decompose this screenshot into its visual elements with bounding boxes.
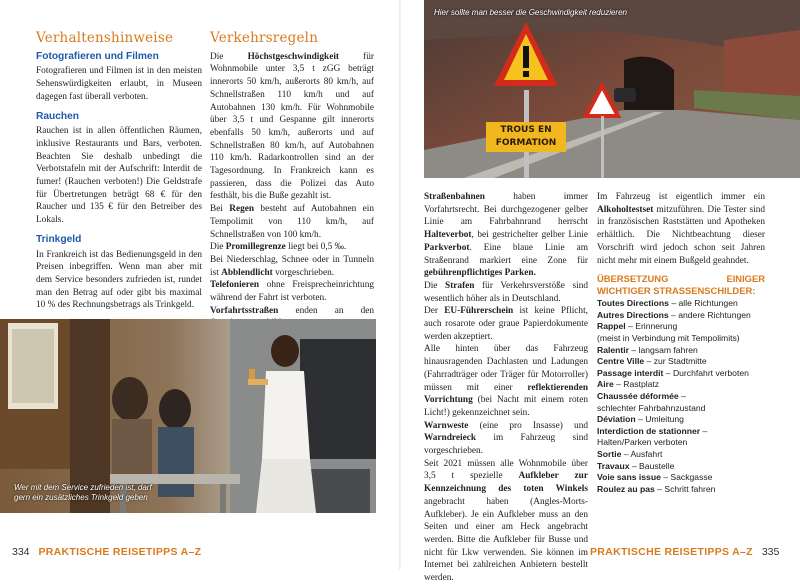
paragraph-stickers: Seit 2021 müssen alle Wohnmobile über 3,5 t spezielle Aufkleber zur Kennzeichnung des toten Winkels angebracht haben (Angles-Morts-Aufkleber). Je ein Aufkleber muss an den Seiten und einer am Heck angebracht werden. Bitte die Aufkleber für Busse und nicht für Lkw verwenden. Sie können im Internet bei zahlreichen Anbietern bestellt werden. <box>424 458 588 584</box>
road-sign-photo <box>424 0 800 178</box>
sign-text-line2: FORMATION <box>495 138 557 148</box>
signs-list <box>597 298 765 495</box>
sign-french-term: Interdiction de stationner <box>597 425 701 436</box>
sign-translation-row <box>597 379 765 391</box>
paragraph-alcotest: Im Fahrzeug ist eigentlich immer ein Alkoholtestset mitzuführen. Die Tester sind in französischen Raststätten und Apotheken erhältlich. Die Nichtbeachtung dieser Vorschrift wird jedoch schon seit Jahren nicht mehr mit einem Bußgeld geahndet. <box>597 192 765 266</box>
sign-translation-row <box>597 426 765 438</box>
paragraph-rauchen: Rauchen ist in allen öffentlichen Räumen, inklusive Restaurants und Bars, verboten. Beachten Sie deshalb unbedingt die Verbotstafeln mit der Aufschrift: Interdit de fumer! (Rauchen verboten!) Die Geldstrafe für Übertretungen beträgt 68 € für den Raucher und 135 € für den Betreiber des Lokals. <box>36 126 202 226</box>
sign-french-term: Toutes Directions <box>597 298 669 309</box>
sign-german-translation: schlechter Fahrbahnzustand <box>597 402 706 413</box>
sign-german-translation: – Umleitung <box>635 414 684 425</box>
footer-label-left: PRAKTISCHE REISETIPPS A–Z <box>38 546 202 558</box>
right-column-2 <box>597 191 765 495</box>
cafe-photo-caption: Wer mit dem Service zufrieden ist, darf gern ein zusätzliches Trinkgeld geben <box>14 483 152 502</box>
left-column-verkehr <box>210 32 374 330</box>
sign-german-translation: – langsam fahren <box>629 344 698 355</box>
sign-translation-row <box>597 356 765 368</box>
right-footer <box>590 546 779 558</box>
sign-french-term: Centre Ville <box>597 356 645 367</box>
subheading-trinkgeld: Trinkgeld <box>36 233 82 245</box>
subheading-foto: Fotografieren und Filmen <box>36 50 159 62</box>
sign-french-term: Roulez au pas <box>597 483 655 494</box>
sign-german-translation: – zur Stadtmitte <box>644 356 707 367</box>
signs-box-title: ÜBERSETZUNG EINIGER WICHTIGER STRASSENSCHILDER: <box>597 273 765 296</box>
sign-translation-row <box>597 403 765 415</box>
sign-german-translation: – <box>700 425 708 436</box>
sign-german-translation: – Erinnerung <box>625 321 678 332</box>
right-column-1 <box>424 191 588 585</box>
sign-translation-row <box>597 391 765 403</box>
paragraph-tram: Straßenbahnen haben immer Vorfahrtsrecht. Bei durchgezogener gelber Linie am Fahrbahnrand herrscht Halteverbot, bei gestrichelter gelber Linie Parkverbot. Eine blaue Linie am Straßenrand markiert eine Zone für gebührenpflichtiges Parken. <box>424 192 588 279</box>
sign-translation-row <box>597 437 765 449</box>
left-footer <box>12 546 201 558</box>
footer-label-right: PRAKTISCHE REISETIPPS A–Z <box>590 546 753 558</box>
sign-translation-row <box>597 472 765 484</box>
road-scene-illustration <box>424 0 800 178</box>
sign-german-translation: – <box>678 390 686 401</box>
sign-translation-row <box>597 321 765 333</box>
sign-translation-row <box>597 310 765 322</box>
sign-french-term: Voie sans issue <box>597 472 661 483</box>
paragraph-fines: Die Strafen für Verkehrsverstöße sind wesentlich höher als in Deutschland. <box>424 280 588 304</box>
sign-german-translation: – Ausfahrt <box>621 448 663 459</box>
sign-translation-row <box>597 368 765 380</box>
subheading-rauchen: Rauchen <box>36 110 80 122</box>
sign-french-term: Travaux <box>597 460 630 471</box>
paragraph-speed: Die Höchstgeschwindigkeit für Wohnmobile unter 3,5 t zGG beträgt innerorts 50 km/h, außerorts 80 km/h, auf Schnellstraßen 110 km/h und auf Autobahnen 130 km/h. Für Wohnmobile über 3,5 t und Gespanne gilt innerorts ebenfalls 50 km/h, außerorts und auf Schnellstraßen 80 km/h, auf Autobahnen 110 km/h. Radarkontrollen sind an der Tagesordnung. In Frankreich kann es passieren, dass die Polizei das Auto festhält, bis die Buße gezahlt ist. <box>210 51 375 202</box>
sign-translation-row <box>597 298 765 310</box>
sign-german-translation: – Schritt fahren <box>654 483 716 494</box>
sign-french-term: Passage interdit <box>597 367 664 378</box>
sign-german-translation: – alle Richtungen <box>668 298 738 309</box>
paragraph-vest: Warnweste (eine pro Insasse) und Warndreieck im Fahrzeug sind vorgeschrieben. <box>424 420 588 457</box>
sign-translation-row <box>597 461 765 473</box>
sign-german-translation: (meist in Verbindung mit Tempolimits) <box>597 333 740 343</box>
left-column-verhalten <box>36 32 202 312</box>
sign-translation-row <box>597 333 765 345</box>
road-photo-caption: Hier sollte man besser die Geschwindigkeit reduzieren <box>434 8 627 17</box>
sign-german-translation: – Rastplatz <box>613 379 660 390</box>
paragraph-foto: Fotografieren und Filmen ist in den meisten Sehenswürdigkeiten erlaubt, in Museen dagegen fast überall verboten. <box>36 66 202 102</box>
paragraph-license: Der EU-Führerschein ist keine Pflicht, auch rosarote oder graue Papierdokumente werden akzeptiert. <box>424 306 588 342</box>
sign-translation-row <box>597 414 765 426</box>
sign-french-term: Rappel <box>597 321 626 332</box>
sign-german-translation: Halten/Parken verboten <box>597 437 688 448</box>
paragraph-alcohol: Die Promillegrenze liegt bei 0,5 ‰. <box>210 242 347 253</box>
sign-german-translation: – Sackgasse <box>660 472 713 483</box>
paragraph-phone: Telefonieren ohne Freisprecheinrichtung während der Fahrt ist verboten. <box>210 280 374 304</box>
page-number-right: 335 <box>761 546 780 558</box>
sign-german-translation: – andere Richtungen <box>668 309 751 320</box>
sign-german-translation: – Durchfahrt verboten <box>663 367 749 378</box>
sign-french-term: Chaussée déformée <box>597 390 679 401</box>
sign-translation-row <box>597 449 765 461</box>
sign-german-translation: – Baustelle <box>629 460 675 471</box>
section-title-verkehr: Verkehrsregeln <box>210 30 319 46</box>
paragraph-load: Alle hinten über das Fahrzeug hinausragenden Dachlasten und Ladungen (Fahrradträger oder Träger für Motorroller) müssen mit einer reflektierenden Vorrichtung (bei Nacht mit einem roten Licht!) gekennzeichnet sein. <box>424 344 588 418</box>
paragraph-trinkgeld: In Frankreich ist das Bedienungsgeld in den Preisen inbegriffen. Wenn man aber mit dem Service besonders zufrieden ist, rundet man den Betrag auf oder gibt bis maximal 10 % des Rechnungsbetrags als Trinkgeld. <box>36 249 202 311</box>
paragraph-lights: Bei Niederschlag, Schnee oder in Tunneln ist Abblendlicht vorgeschrieben. <box>210 254 374 278</box>
sign-text-line1: TROUS EN <box>500 125 552 135</box>
trous-en-formation-sign <box>486 122 566 152</box>
sign-french-term: Sortie <box>597 448 622 459</box>
sign-french-term: Autres Directions <box>597 309 669 320</box>
page-gutter <box>399 0 401 570</box>
sign-french-term: Ralentir <box>597 344 629 355</box>
page-number-left: 334 <box>12 546 30 558</box>
sign-translation-row <box>597 484 765 496</box>
paragraph-rain: Bei Regen besteht auf Autobahnen ein Tempolimit von 110 km/h, auf Schnellstraßen von 100 km/h. <box>210 204 374 240</box>
cafe-photo <box>0 319 376 513</box>
sign-french-term: Aire <box>597 379 614 390</box>
section-title-verhalten: Verhaltenshinweise <box>36 30 174 46</box>
sign-french-term: Déviation <box>597 414 636 425</box>
sign-translation-row <box>597 345 765 357</box>
paragraph-priority: Vorfahrtsstraßen enden an den <box>210 305 374 316</box>
